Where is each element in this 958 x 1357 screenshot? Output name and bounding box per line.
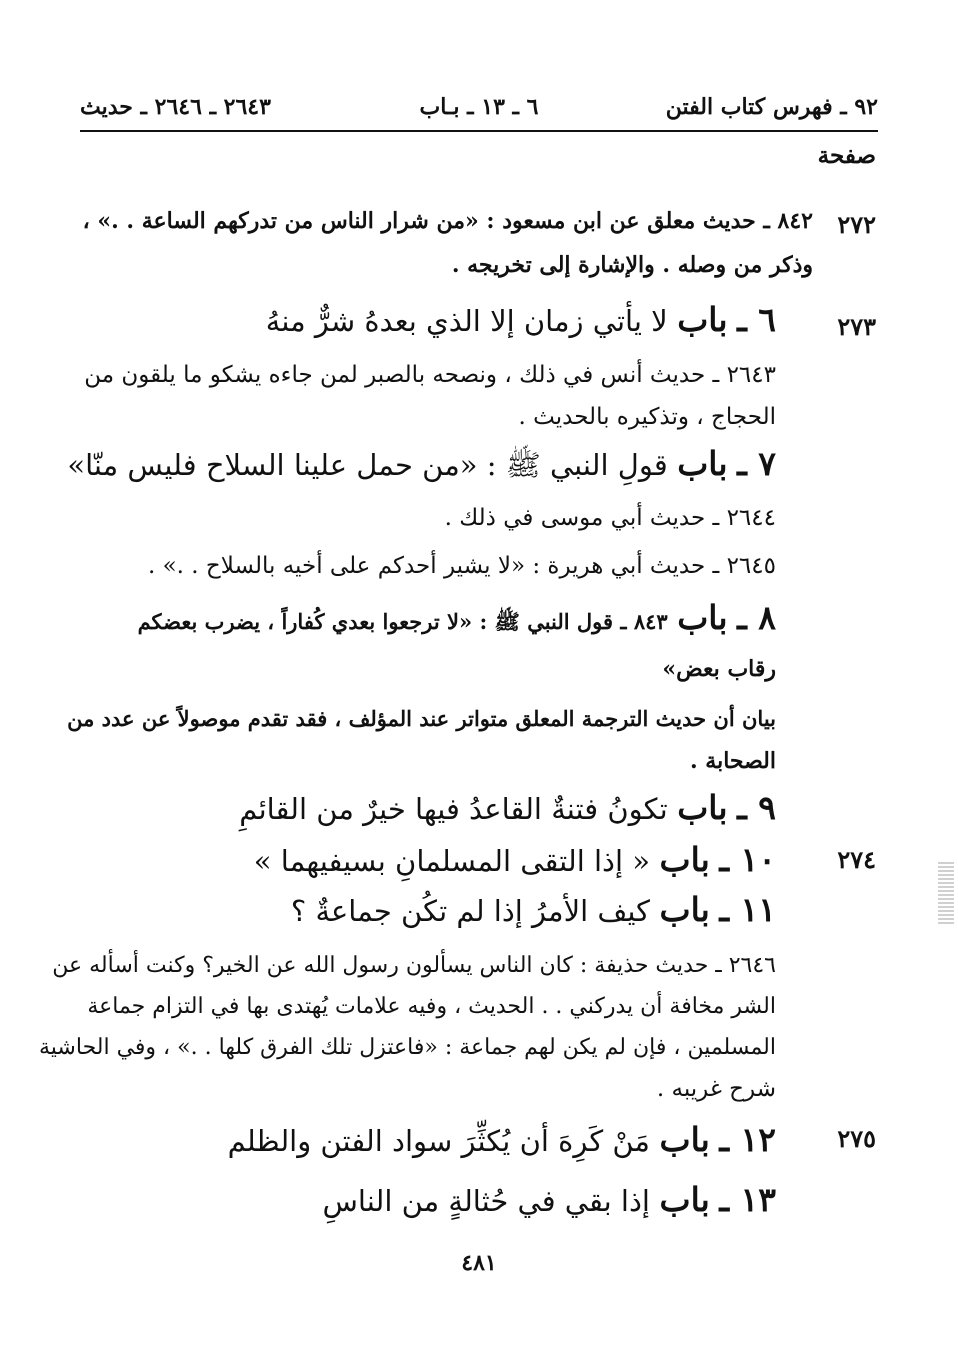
bab-6-keyword: باب	[677, 300, 728, 339]
bab-11-title: كيف الأمرُ إذا لم تكُن جماعةٌ ؟	[290, 894, 650, 928]
bab-13-title: إذا بقي في حُثالةٍ من الناسِ	[322, 1184, 650, 1218]
bab-10-number: ١٠ ـ	[719, 840, 776, 879]
page-number-273: ٢٧٣	[837, 312, 876, 341]
bab-8-title-line-2: رقاب بعض»	[662, 656, 776, 682]
bab-7-keyword: باب	[677, 444, 728, 483]
hadith-2646-line-3: المسلمين ، فإن لم يكن لهم جماعة : «فاعتزل تلك الفرق كلها . .» ، وفي الحاشية	[39, 1035, 776, 1060]
bab-12-keyword: باب	[659, 1120, 710, 1159]
bab-8-heading	[76, 598, 776, 640]
hadith-2646-line-2: الشر مخافة أن يدركني . . الحديث ، وفيه علامات يُهتدى بها في التزام جماعة	[87, 994, 776, 1019]
bab-13-heading	[86, 1180, 776, 1219]
note-line-1: بيان أن حديث الترجمة المعلق متواتر عند المؤلف ، فقد تقدم موصولاً عن عدد من	[67, 706, 776, 731]
bab-6-heading	[86, 300, 776, 339]
bab-7-heading	[67, 444, 776, 490]
bab-10-keyword: باب	[659, 840, 710, 879]
bab-10-title: « إذا التقى المسلمانِ بسيفيهما »	[253, 844, 650, 878]
bab-8-title: ٨٤٣ ـ قول النبي ﷺ : «لا ترجعوا بعدي كُفاراً ، يضرب بعضكم	[137, 609, 668, 634]
header-chapter-range: ٦ ـ ١٣ ـ بـاب	[419, 94, 539, 120]
bab-6-title: لا يأتي زمان إلا الذي بعدهُ شرٌّ منهُ	[265, 304, 668, 338]
footer-page-number: ٤٨١	[461, 1250, 497, 1276]
page-number-274: ٢٧٤	[837, 845, 876, 874]
bab-7-title: قولِ النبي ﷺ : «من حمل علينا السلاح فليس منّا»	[67, 448, 668, 482]
page-number-275: ٢٧٥	[837, 1124, 876, 1153]
bab-6-number: ٦ ـ	[737, 300, 776, 339]
hadith-2643-line-1: ٢٦٤٣ ـ حديث أنس في ذلك ، ونصحه بالصبر لمن جاءه يشكو ما يلقون من	[84, 362, 776, 388]
bab-11-heading	[86, 890, 776, 929]
bab-10-heading	[86, 840, 776, 879]
bab-11-number: ١١ ـ	[719, 890, 776, 929]
bab-9-number: ٩ ـ	[737, 788, 776, 827]
bab-9-heading	[86, 788, 776, 827]
hadith-2643-line-2: الحجاج ، وتذكيره بالحديث .	[518, 404, 776, 430]
hadith-2646-line-4: شرح غريبه .	[656, 1076, 776, 1102]
hadith-2646-line-1: ٢٦٤٦ ـ حديث حذيفة : كان الناس يسألون رسول الله عن الخير؟ وكنت أسأله عن	[52, 953, 776, 978]
bab-13-number: ١٣ ـ	[719, 1180, 776, 1219]
bab-9-title: تكونُ فتنةٌ القاعدُ فيها خيرٌ من القائمِ	[239, 792, 668, 826]
header-hadith-range: ٢٦٤٣ ـ ٢٦٤٦ ـ حديث	[80, 94, 271, 120]
hadith-2644: ٢٦٤٤ ـ حديث أبي موسى في ذلك .	[444, 505, 776, 531]
page-number-272: ٢٧٢	[837, 210, 876, 239]
header-book-title: ٩٢ ـ فهرس كتاب الفتن	[665, 94, 878, 120]
bab-11-keyword: باب	[659, 890, 710, 929]
running-header	[80, 90, 878, 132]
hadith-2645: ٢٦٤٥ ـ حديث أبي هريرة : «لا يشير أحدكم على أخيه بالسلاح . .» .	[147, 553, 776, 579]
bab-8-number: ٨ ـ	[737, 598, 776, 637]
bab-12-heading	[86, 1120, 776, 1159]
note-line-2: الصحابة .	[689, 748, 776, 774]
bab-8-keyword: باب	[677, 598, 728, 637]
bab-7-number: ٧ ـ	[737, 444, 776, 483]
bab-9-keyword: باب	[677, 788, 728, 827]
bab-12-title: مَنْ كَرِهَ أن يُكثِّرَ سواد الفتن والظلم	[227, 1124, 650, 1158]
page-column-label: صفحة	[817, 142, 876, 169]
hadith-842-line-1: ٨٤٢ ـ حديث معلق عن ابن مسعود : «من شرار الناس من تدركهم الساعة . .» ،	[82, 208, 813, 234]
hadith-842-line-2: وذكر من وصله . والإشارة إلى تخريجه .	[451, 252, 813, 278]
bab-12-number: ١٢ ـ	[719, 1120, 776, 1159]
bab-13-keyword: باب	[659, 1180, 710, 1219]
scan-edge-mark	[938, 862, 954, 924]
